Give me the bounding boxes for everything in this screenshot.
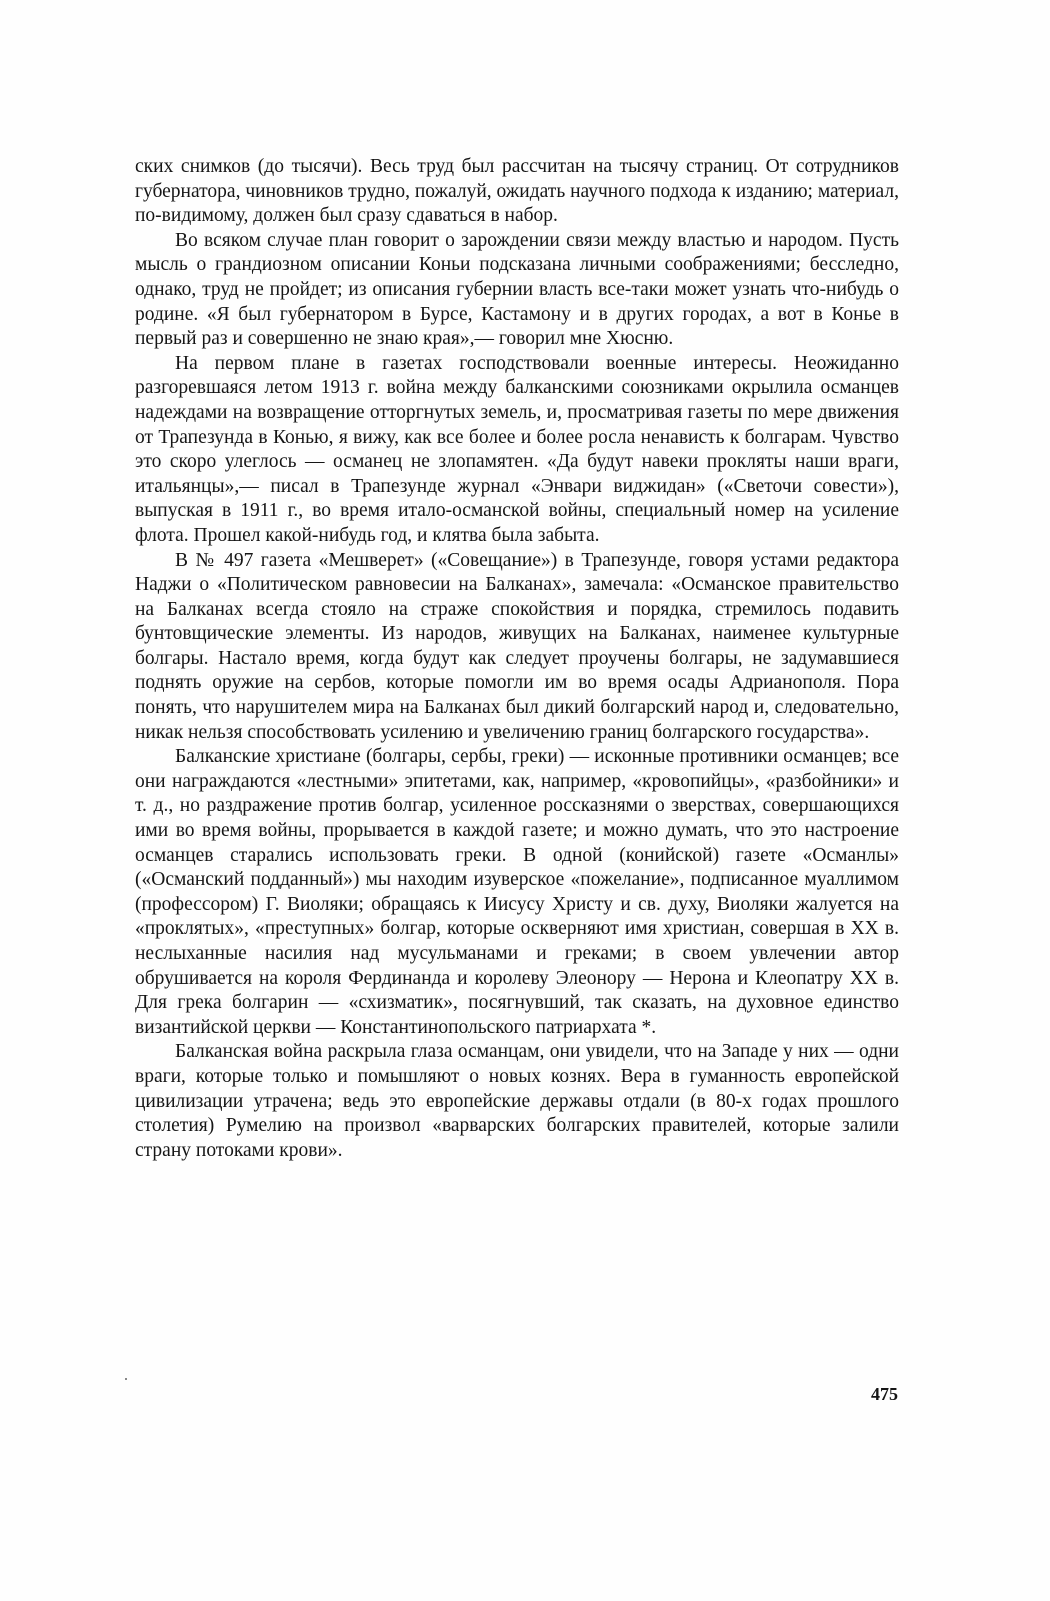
paragraph-2: Во всяком случае план говорит о зарождении связи между властью и народом. Пусть мысль о грандиозном описании Коньи подсказана личными соображениями; бесследно, однако, труд не пройдет; из описания губернии власть все-таки может узнать что-нибудь о родине. «Я был губернатором в Бурсе, Кастамону и в других городах, а вот в Конье в первый раз и совершенно не знаю края»,— говорил мне Хюсню. [135, 229, 899, 350]
page-number: 475 [871, 1384, 898, 1404]
paragraph-3: На первом плане в газетах господствовали военные интересы. Неожиданно разгоревшаяся летом 1913 г. война между балканскими союзниками окрылила османцев надеждами на возвращение отторгнутых земель, и, просматривая газеты по мере движения от Трапезунда в Конью, я вижу, как все более и более росла ненависть к болгарам. Чувство это скоро улеглось — османец не злопамятен. «Да будут навеки прокляты наши враги, итальянцы»,— писал в Трапезунде журнал «Энвари виджидан» («Светочи совести»), выпуская в 1911 г., во время итало-османской войны, специальный номер на усиление флота. Прошел какой-нибудь год, и клятва была забыта. [135, 352, 899, 546]
paragraph-5: Балканские христиане (болгары, сербы, греки) — исконные противники османцев; все они награждаются «лестными» эпитетами, как, например, «кровопийцы», «разбойники» и т. д., но раздражение против болгар, усиленное россказнями о зверствах, совершающихся ими во время войны, прорывается в каждой газете; и можно думать, что это настроение османцев старались использовать греки. В одной (конийской) газете «Османлы» («Османский подданный») мы находим изуверское «пожелание», подписанное муаллимом (профессором) Г. Виоляки; обращаясь к Иисусу Христу и св. духу, Виоляки жалуется на «проклятых», «преступных» болгар, которые оскверняют имя христиан, совершая в XX в. неслыханные насилия над мусульманами и греками; в своем увлечении автор обрушивается на короля Фердинанда и королеву Элеонору — Нерона и Клеопатру XX в. Для грека болгарин — «схизматик», посягнувший, так сказать, на духовное единство византийской церкви — Константинопольского патриархата *. [135, 746, 899, 1038]
paragraph-6: Балканская война раскрыла глаза османцам, они увидели, что на Западе у них — одни враги, которые только и помышляют о новых кознях. Вера в гуманность европейской цивилизации утрачена; ведь это европейские державы отдали (в 80-х годах прошлого столетия) Румелию на произвол «варварских болгарских правителей, которые залили страну потоками крови». [135, 1041, 899, 1161]
paragraph-1: ских снимков (до тысячи). Весь труд был рассчитан на тысячу страниц. От сотрудников губернатора, чиновников трудно, пожалуй, ожидать научного подхода к изданию; материал, по-видимому, должен был сразу сдаваться в набор. [135, 156, 899, 227]
print-speck [125, 1378, 127, 1380]
paragraph-4: В № 497 газета «Мешверет» («Совещание») в Трапезунде, говоря устами редактора Наджи о «Политическом равновесии на Балканах», замечала: «Османское правительство на Балканах всегда стояло на страже спокойствия и порядка, стремилось подавить бунтовщические элементы. Из народов, живущих на Балканах, наименее культурные болгары. Настало время, когда будут как следует проучены болгары, не задумавшиеся поднять оружие на сербов, которые помогли им во время осады Адрианополя. Пора понять, что нарушителем мира на Балканах был дикий болгарский народ и, следовательно, никак нельзя способствовать усилению и увеличению границ болгарского государства». [135, 549, 899, 743]
page-body-text [135, 155, 899, 1163]
